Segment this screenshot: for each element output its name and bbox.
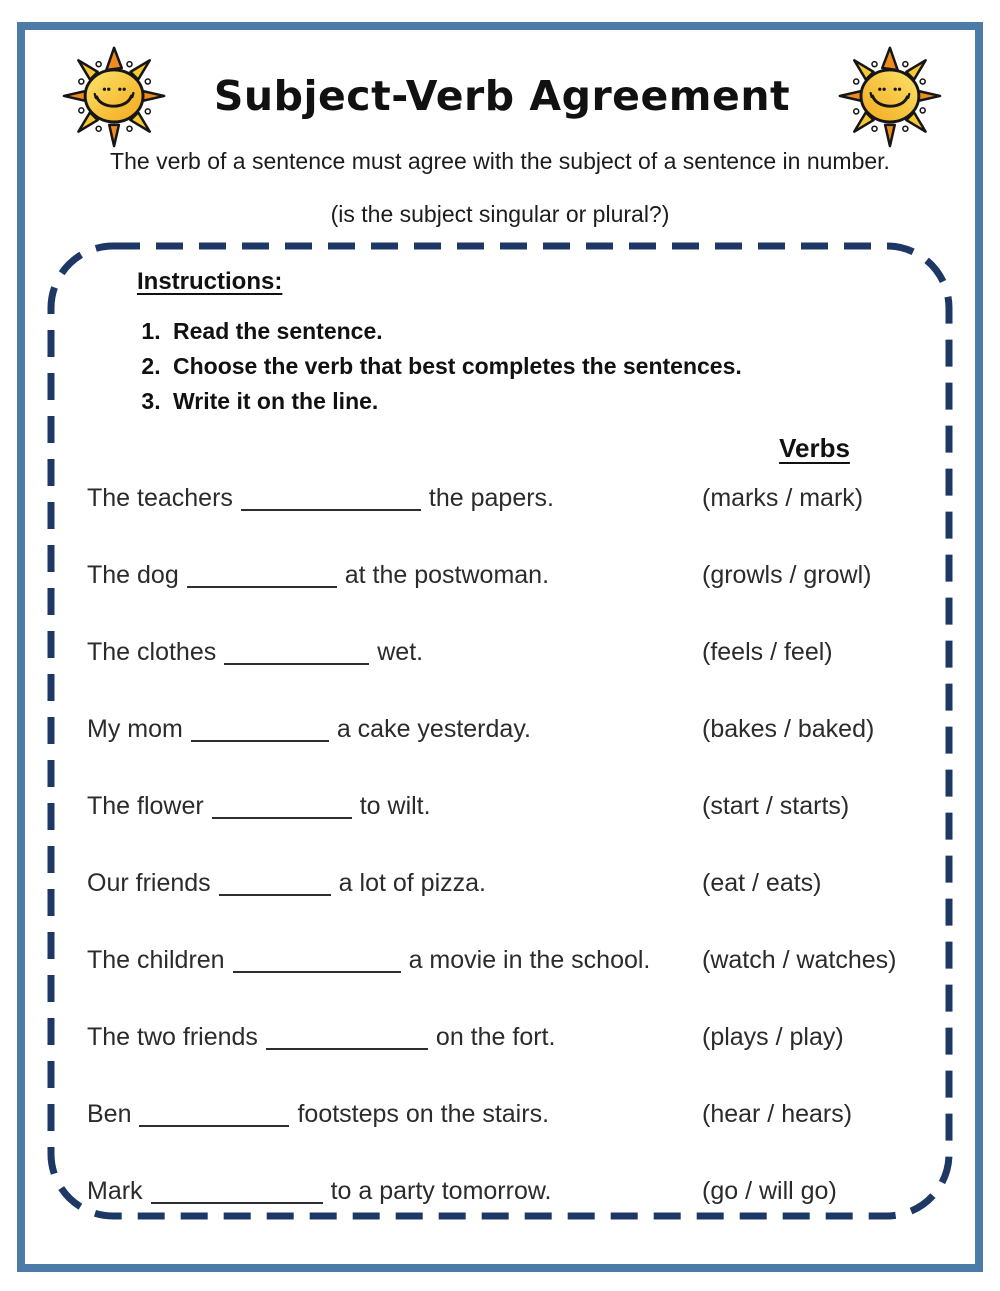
verb-options: (marks / mark) bbox=[702, 484, 864, 512]
verb-options: (eat / eats) bbox=[702, 869, 822, 897]
sentence bbox=[87, 632, 702, 672]
answer-blank[interactable] bbox=[191, 740, 329, 742]
exercise-row bbox=[87, 709, 927, 749]
verb-options: (plays / play) bbox=[702, 1023, 844, 1051]
exercise-row bbox=[87, 1171, 927, 1211]
instruction-step: 1. Read the sentence. bbox=[167, 314, 927, 349]
subtitle-prompt: (is the subject singular or plural?) bbox=[330, 201, 670, 227]
exercise-row bbox=[87, 1017, 927, 1057]
verb-options: (go / will go) bbox=[702, 1177, 837, 1205]
exercise-box bbox=[47, 242, 953, 1220]
sentence-before: The two friends bbox=[87, 1023, 258, 1051]
answer-blank[interactable] bbox=[241, 509, 421, 511]
verb-options: (watch / watches) bbox=[702, 946, 897, 974]
verb-options: (feels / feel) bbox=[702, 638, 833, 666]
answer-blank[interactable] bbox=[266, 1048, 428, 1050]
sentence bbox=[87, 555, 702, 595]
sentence-after: wet. bbox=[377, 638, 424, 666]
sentence-after: to a party tomorrow. bbox=[330, 1177, 552, 1205]
sentence-after: a cake yesterday. bbox=[336, 715, 531, 743]
sun-icon bbox=[57, 42, 175, 148]
sentence-before: Mark bbox=[87, 1177, 143, 1205]
exercise-rows bbox=[87, 478, 927, 1211]
sentence bbox=[87, 709, 702, 749]
sentence-before: The flower bbox=[87, 792, 204, 820]
sentence-before: Ben bbox=[87, 1100, 132, 1128]
verbs-column-heading: Verbs bbox=[779, 433, 850, 463]
sentence-before: The children bbox=[87, 946, 225, 974]
answer-blank[interactable] bbox=[139, 1125, 289, 1127]
exercise-row bbox=[87, 1094, 927, 1134]
exercise-row bbox=[87, 863, 927, 903]
sentence-before: Our friends bbox=[87, 869, 211, 897]
answer-blank[interactable] bbox=[224, 663, 369, 665]
exercise-row bbox=[87, 478, 927, 518]
page-title: Subject-Verb Agreement bbox=[213, 72, 791, 120]
sentence-before: The teachers bbox=[87, 484, 233, 512]
sentence bbox=[87, 786, 702, 826]
sentence-after: a lot of pizza. bbox=[338, 869, 486, 897]
sentence-before: My mom bbox=[87, 715, 183, 743]
subtitle: The verb of a sentence must agree with the subject of a sentence in number. bbox=[110, 148, 890, 174]
exercise-row bbox=[87, 632, 927, 672]
exercise-row bbox=[87, 786, 927, 826]
verb-options: (growls / growl) bbox=[702, 561, 872, 589]
answer-blank[interactable] bbox=[233, 971, 401, 973]
sentence-before: The clothes bbox=[87, 638, 217, 666]
sentence-after: footsteps on the stairs. bbox=[297, 1100, 550, 1128]
instruction-step: 3. Write it on the line. bbox=[167, 384, 927, 419]
sentence bbox=[87, 940, 702, 980]
answer-blank[interactable] bbox=[151, 1202, 323, 1204]
exercise-row bbox=[87, 555, 927, 595]
verb-options: (hear / hears) bbox=[702, 1100, 853, 1128]
sentence bbox=[87, 863, 702, 903]
sun-icon bbox=[829, 42, 947, 148]
instruction-step: 2. Choose the verb that best completes the sentences. bbox=[167, 349, 927, 384]
sentence-after: the papers. bbox=[428, 484, 555, 512]
instructions-heading: Instructions: bbox=[137, 268, 283, 295]
sentence bbox=[87, 478, 702, 518]
sentence bbox=[87, 1017, 702, 1057]
exercise-row bbox=[87, 940, 927, 980]
sentence-after: to wilt. bbox=[359, 792, 431, 820]
sentence-before: The dog bbox=[87, 561, 179, 589]
verb-options: (bakes / baked) bbox=[702, 715, 875, 743]
sentence-after: on the fort. bbox=[435, 1023, 556, 1051]
sentence bbox=[87, 1171, 702, 1211]
sentence-after: at the postwoman. bbox=[344, 561, 550, 589]
instructions-list bbox=[87, 314, 927, 419]
answer-blank[interactable] bbox=[219, 894, 331, 896]
sentence-after: a movie in the school. bbox=[408, 946, 651, 974]
page-frame bbox=[17, 22, 983, 1272]
verb-options: (start / starts) bbox=[702, 792, 850, 820]
answer-blank[interactable] bbox=[187, 586, 337, 588]
answer-blank[interactable] bbox=[212, 817, 352, 819]
header bbox=[25, 30, 975, 148]
sentence bbox=[87, 1094, 702, 1134]
